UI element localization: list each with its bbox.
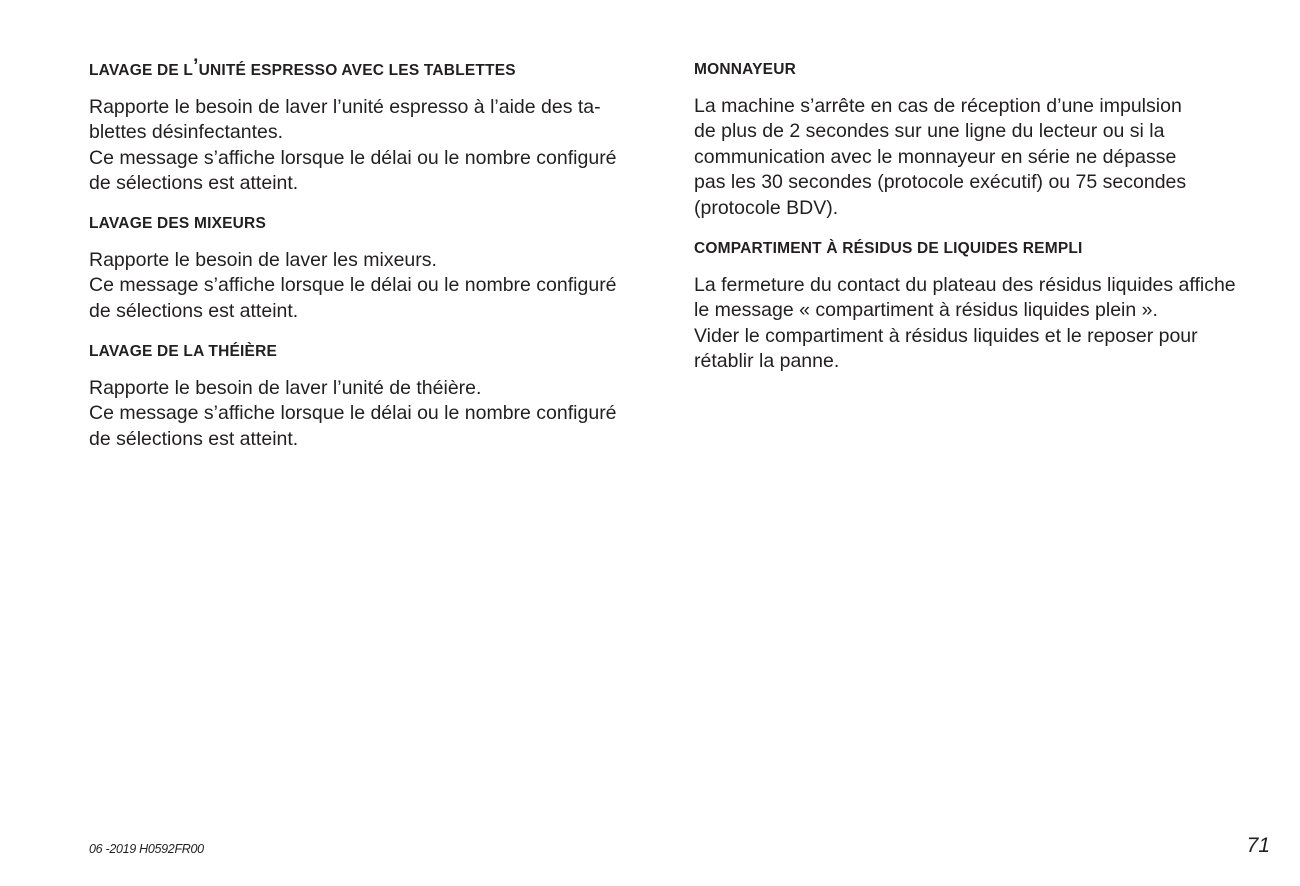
body-line: communication avec le monnayeur en série ne dépasse [694,145,1177,168]
heading-part: UNITÉ ESPRESSO AVEC LES TABLETTES [198,62,516,79]
body-line: Vider le compartiment à résidus liquides et le reposer pour [694,324,1198,347]
section-heading: COMPARTIMENT À RÉSIDUS DE LIQUIDES REMPLI [694,240,1083,257]
body-line: de sélections est atteint. [89,299,299,322]
body-line: pas les 30 secondes (protocole exécutif) ou 75 secondes [694,171,1187,194]
section-body [694,273,1284,375]
section-teapot-washing [89,342,664,452]
body-line: blettes désinfectantes. [89,121,284,144]
section-mixers-washing [89,214,664,324]
body-line: Rapporte le besoin de laver l’unité de théière. [89,377,482,399]
body-line: de plus de 2 secondes sur une ligne du lecteur ou si la [694,120,1165,143]
body-line: La machine s’arrête en cas de réception d’une impulsion [694,95,1182,117]
page-number: 71 [1246,834,1270,857]
section-liquid-waste-full [694,239,1284,375]
section-body [694,94,1284,221]
body-line: de sélections est atteint. [89,427,299,450]
body-line: Rapporte le besoin de laver les mixeurs. [89,249,437,271]
body-line: Ce message s’affiche lorsque le délai ou le nombre configuré [89,402,617,425]
body-line: Ce message s’affiche lorsque le délai ou le nombre configuré [89,146,617,169]
body-line: Ce message s’affiche lorsque le délai ou le nombre configuré [89,274,617,297]
heading-part: LAVAGE DE L [89,62,194,79]
body-line: (protocole BDV). [694,196,839,219]
body-line: La fermeture du contact du plateau des résidus liquides affiche [694,274,1236,296]
section-body [89,95,664,197]
body-line: Rapporte le besoin de laver l’unité espresso à l’aide des ta- [89,96,601,118]
section-coin-mechanism [694,60,1284,221]
section-espresso-washing [89,56,664,197]
body-line: rétablir la panne. [694,350,840,373]
section-heading: LAVAGE DES MIXEURS [89,215,266,232]
document-reference: 06 -2019 H0592FR00 [89,842,204,856]
heading-apostrophe: ’ [193,56,199,77]
body-line: le message « compartiment à résidus liquides plein ». [694,299,1158,322]
section-heading [89,56,664,81]
section-body [89,376,664,452]
section-heading: MONNAYEUR [694,61,796,78]
body-line: de sélections est atteint. [89,172,299,195]
section-heading: LAVAGE DE LA THÉIÈRE [89,343,278,360]
section-body [89,248,664,324]
